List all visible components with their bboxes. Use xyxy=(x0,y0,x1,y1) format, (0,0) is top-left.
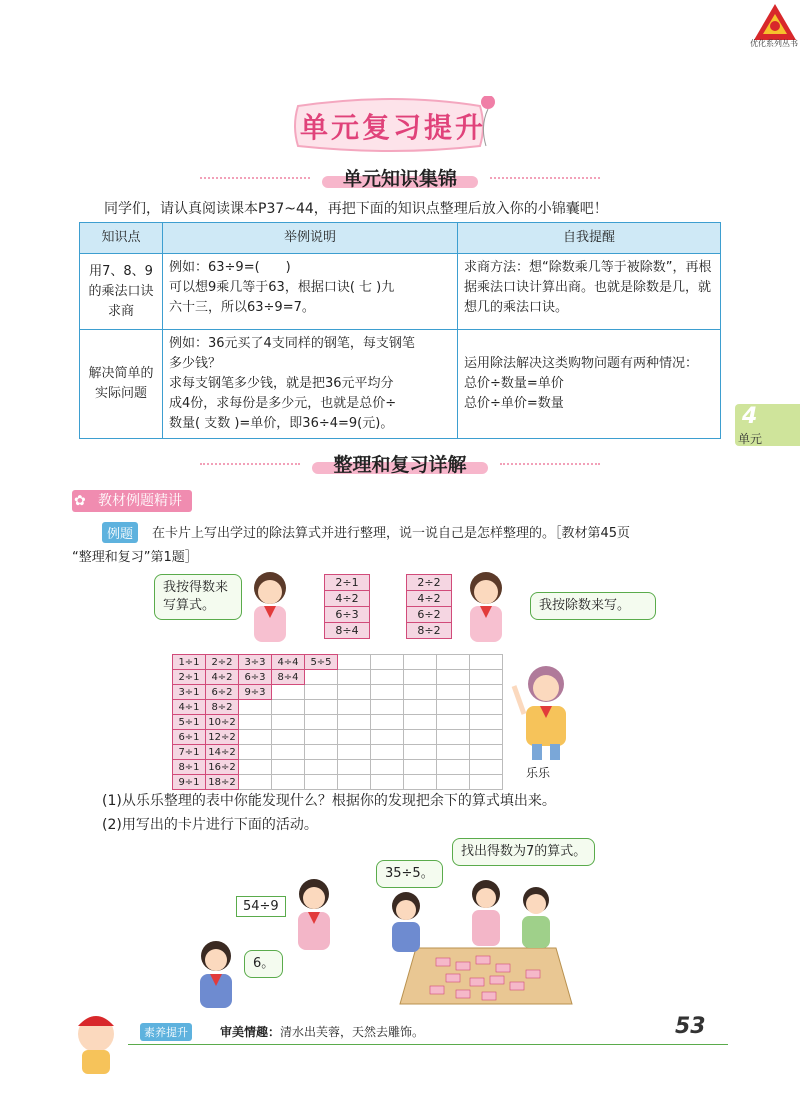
grid-cell xyxy=(305,775,338,790)
speech-bubble-35: 35÷5。 xyxy=(376,860,443,888)
section-header-text: 整理和复习详解 xyxy=(333,454,467,476)
grid-cell: 5÷5 xyxy=(305,655,338,670)
grid-cell: 2÷1 xyxy=(173,670,206,685)
logo-text: 优化系列丛书 xyxy=(750,39,798,48)
page-title: 单元复习提升 xyxy=(299,111,486,144)
table-row xyxy=(80,254,721,330)
grid-row xyxy=(173,760,503,775)
header-example: 举例说明 xyxy=(163,223,458,254)
girl-illustration xyxy=(456,566,516,646)
row1-tip: 求商方法：想“除数乘几等于被除数”，再根据乘法口诀计算出商。也就是除数是几，就想几的乘法口诀。 xyxy=(458,254,721,330)
grid-cell: 2÷2 xyxy=(206,655,239,670)
grid-cell: 16÷2 xyxy=(206,760,239,775)
question-2: (2)用写出的卡片进行下面的活动。 xyxy=(102,817,318,833)
section-header-text: 单元知识集锦 xyxy=(342,168,457,190)
grid-cell xyxy=(437,775,470,790)
grid-cell xyxy=(437,655,470,670)
grid-cell xyxy=(404,715,437,730)
grid-cell: 10÷2 xyxy=(206,715,239,730)
division-card: 2÷1 xyxy=(325,575,369,591)
row2-example-line: 例如：36元买了4支同样的钢笔，每支钢笔 xyxy=(169,336,415,351)
girl-illustration xyxy=(240,566,300,646)
grid-cell: 8÷4 xyxy=(272,670,305,685)
grid-cell: 5÷1 xyxy=(173,715,206,730)
grid-row xyxy=(173,700,503,715)
card-column-left xyxy=(324,574,370,639)
grid-cell xyxy=(404,760,437,775)
grid-cell xyxy=(437,700,470,715)
grid-cell xyxy=(437,670,470,685)
grid-cell xyxy=(338,715,371,730)
grid-cell xyxy=(272,700,305,715)
grid-row xyxy=(173,670,503,685)
grid-cell xyxy=(239,730,272,745)
grid-cell xyxy=(470,700,503,715)
row2-example-line: 成4份，求每份是多少元，也就是总价÷ xyxy=(169,396,397,411)
grid-cell xyxy=(305,685,338,700)
grid-cell xyxy=(404,745,437,760)
grid-cell xyxy=(470,655,503,670)
grid-cell xyxy=(404,655,437,670)
grid-cell xyxy=(338,700,371,715)
grid-cell xyxy=(338,745,371,760)
unit-number: 4 xyxy=(742,404,758,429)
table-header-row xyxy=(80,223,721,254)
grid-cell xyxy=(470,760,503,775)
speech-bubble-left: 我按得数来写算式。 xyxy=(154,574,242,620)
lele-illustration xyxy=(510,656,580,762)
row1-example-line: 可以想9乘几等于63，根据口诀( 七 )九 xyxy=(169,280,395,295)
grid-cell xyxy=(404,775,437,790)
footer-badge: 素养提升 xyxy=(140,1023,192,1041)
row2-tip-line: 运用除法解决这类购物问题有两种情况： xyxy=(464,356,699,371)
footer-text xyxy=(220,1023,424,1040)
grid-cell xyxy=(305,730,338,745)
mascot-icon xyxy=(64,1008,128,1078)
grid-cell xyxy=(371,670,404,685)
grid-cell xyxy=(470,670,503,685)
grid-cell xyxy=(272,730,305,745)
grid-cell: 8÷2 xyxy=(206,700,239,715)
grid-cell xyxy=(338,670,371,685)
unit-label: 单元 xyxy=(738,432,763,446)
grid-cell xyxy=(470,730,503,745)
speech-bubble-6: 6。 xyxy=(244,950,283,978)
grid-cell xyxy=(338,775,371,790)
row1-example-line: 六十三，所以63÷9=7。 xyxy=(169,300,315,315)
division-card: 8÷4 xyxy=(335,624,359,637)
grid-cell xyxy=(338,760,371,775)
grid-cell: 18÷2 xyxy=(206,775,239,790)
example-section-tag: 教材例题精讲 xyxy=(72,490,192,512)
grid-cell xyxy=(371,775,404,790)
grid-cell: 4÷4 xyxy=(272,655,305,670)
grid-row xyxy=(173,745,503,760)
row1-example xyxy=(163,254,458,330)
grid-cell xyxy=(272,685,305,700)
header-topic: 知识点 xyxy=(80,223,163,254)
grid-cell xyxy=(470,685,503,700)
division-card: 8÷2 xyxy=(417,624,441,637)
speech-bubble-find: 找出得数为7的算式。 xyxy=(452,838,595,866)
division-card: 6÷3 xyxy=(325,607,369,623)
grid-cell xyxy=(470,715,503,730)
girl-illustration xyxy=(286,874,342,954)
grid-cell xyxy=(338,685,371,700)
grid-cell xyxy=(305,745,338,760)
grid-cell: 6÷2 xyxy=(206,685,239,700)
grid-row xyxy=(173,655,503,670)
grid-cell xyxy=(371,745,404,760)
row2-tip-line: 总价÷数量=单价 xyxy=(464,376,564,391)
speech-bubble-right: 我按除数来写。 xyxy=(530,592,656,620)
group-activity-illustration xyxy=(386,878,576,1008)
grid-cell xyxy=(404,685,437,700)
grid-cell xyxy=(470,775,503,790)
grid-cell: 1÷1 xyxy=(173,655,206,670)
table-row xyxy=(80,330,721,439)
division-card: 4÷2 xyxy=(407,591,451,607)
example-text: “整理和复习”第1题］ xyxy=(72,550,198,565)
row1-topic: 用7、8、9的乘法口诀求商 xyxy=(80,254,163,330)
grid-cell xyxy=(239,745,272,760)
grid-cell xyxy=(437,685,470,700)
grid-cell xyxy=(437,745,470,760)
division-card: 2÷2 xyxy=(407,575,451,591)
row2-example xyxy=(163,330,458,439)
row2-example-line: 求每支钢笔多少钱，就是把36元平均分 xyxy=(169,376,394,391)
grid-cell: 4÷1 xyxy=(173,700,206,715)
row2-example-line: 多少钱？ xyxy=(169,356,222,371)
grid-cell xyxy=(272,715,305,730)
footer-quote: 清水出芙蓉，天然去雕饰。 xyxy=(280,1025,425,1039)
grid-row xyxy=(173,685,503,700)
intro-text: 同学们，请认真阅读课本P37~44，再把下面的知识点整理后放入你的小锦囊吧！ xyxy=(104,201,608,217)
footer-divider xyxy=(128,1044,728,1045)
grid-cell xyxy=(239,715,272,730)
grid-cell xyxy=(371,700,404,715)
example-badge: 例题 xyxy=(102,522,138,543)
page-number: 53 xyxy=(675,1014,706,1039)
boy-illustration xyxy=(188,936,244,1010)
grid-cell xyxy=(305,760,338,775)
grid-cell: 8÷1 xyxy=(173,760,206,775)
grid-cell xyxy=(338,730,371,745)
grid-cell xyxy=(371,655,404,670)
grid-cell xyxy=(371,760,404,775)
row2-topic: 解决简单的实际问题 xyxy=(80,330,163,439)
card-54-div-9: 54÷9 xyxy=(236,896,286,917)
grid-cell: 9÷1 xyxy=(173,775,206,790)
division-grid xyxy=(172,654,503,790)
lele-label: 乐乐 xyxy=(526,766,551,780)
grid-cell xyxy=(437,760,470,775)
division-card: 6÷2 xyxy=(407,607,451,623)
row2-example-line: 数量( 支数 )=单价，即36÷4=9(元)。 xyxy=(169,416,394,431)
grid-cell xyxy=(305,715,338,730)
paw-icon: ✿ xyxy=(74,493,86,509)
row1-example-line: 例如：63÷9=( ) xyxy=(169,260,291,275)
grid-cell xyxy=(239,775,272,790)
grid-cell xyxy=(272,775,305,790)
grid-cell xyxy=(239,760,272,775)
section-header-review xyxy=(200,450,600,476)
grid-cell: 12÷2 xyxy=(206,730,239,745)
grid-cell xyxy=(338,655,371,670)
grid-cell xyxy=(404,670,437,685)
knowledge-table xyxy=(79,222,721,439)
grid-cell xyxy=(272,745,305,760)
footer-label: 审美情趣： xyxy=(220,1025,281,1039)
grid-row xyxy=(173,775,503,790)
grid-cell: 6÷1 xyxy=(173,730,206,745)
row2-tip-line: 总价÷单价=数量 xyxy=(464,396,564,411)
grid-cell: 4÷2 xyxy=(206,670,239,685)
grid-cell: 9÷3 xyxy=(239,685,272,700)
grid-cell xyxy=(305,670,338,685)
grid-cell: 6÷3 xyxy=(239,670,272,685)
grid-cell xyxy=(404,730,437,745)
grid-row xyxy=(173,715,503,730)
grid-cell xyxy=(470,745,503,760)
division-card: 4÷2 xyxy=(325,591,369,607)
row2-tip xyxy=(458,330,721,439)
grid-cell: 7÷1 xyxy=(173,745,206,760)
grid-cell: 3÷1 xyxy=(173,685,206,700)
grid-cell xyxy=(371,685,404,700)
example-text: 在卡片上写出学过的除法算式并进行整理，说一说自己是怎样整理的。［教材第45页 xyxy=(152,526,631,541)
grid-cell xyxy=(371,715,404,730)
grid-cell: 3÷3 xyxy=(239,655,272,670)
card-column-right xyxy=(406,574,452,639)
question-1: (1)从乐乐整理的表中你能发现什么？根据你的发现把余下的算式填出来。 xyxy=(102,793,556,809)
grid-cell xyxy=(272,760,305,775)
section-header-knowledge xyxy=(200,164,600,190)
grid-cell: 14÷2 xyxy=(206,745,239,760)
header-tip: 自我提醒 xyxy=(458,223,721,254)
grid-row xyxy=(173,730,503,745)
grid-cell xyxy=(437,715,470,730)
grid-cell xyxy=(239,700,272,715)
grid-cell xyxy=(404,700,437,715)
grid-cell xyxy=(371,730,404,745)
grid-cell xyxy=(437,730,470,745)
grid-cell xyxy=(305,700,338,715)
